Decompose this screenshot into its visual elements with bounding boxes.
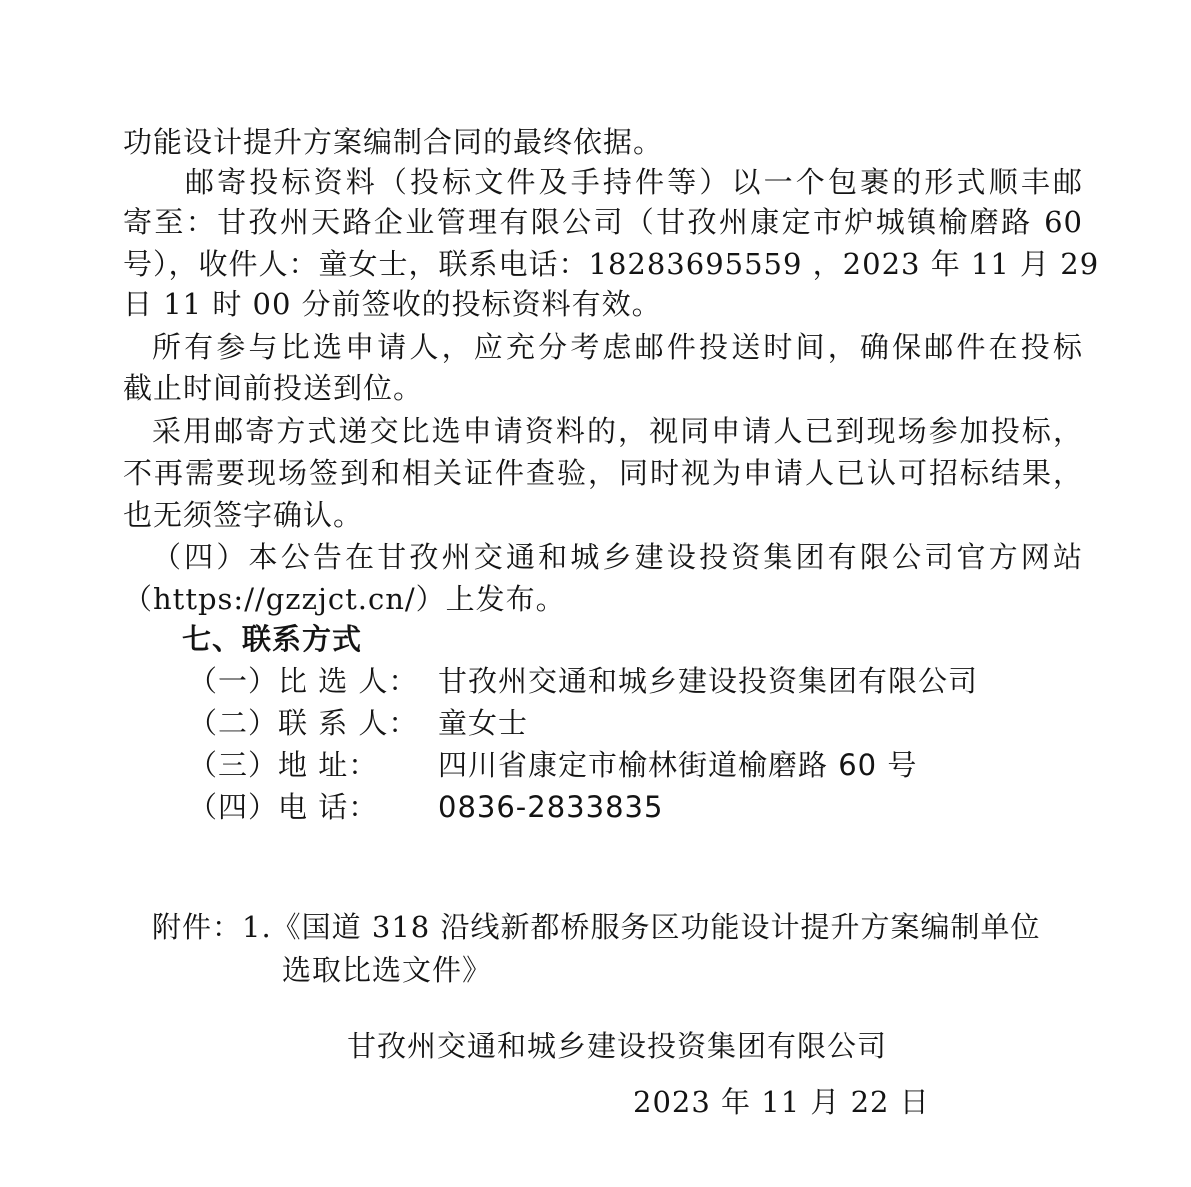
contact-row-address: [188, 744, 917, 786]
paragraph-line: （https://gzzjct.cn/）上发布。: [123, 582, 566, 616]
attachment-line: 附件：1.《国道 318 沿线新都桥服务区功能设计提升方案编制单位: [152, 910, 1041, 944]
paragraph-line: 寄至：甘孜州天路企业管理有限公司（甘孜州康定市炉城镇榆磨路 60: [123, 205, 1083, 239]
signature-org: 甘孜州交通和城乡建设投资集团有限公司: [347, 1029, 888, 1063]
paragraph-line: （四）本公告在甘孜州交通和城乡建设投资集团有限公司官方网站: [152, 540, 1083, 574]
contact-row-person: [188, 702, 528, 744]
contact-label: （二）联 系 人：: [188, 706, 419, 740]
contact-value: 甘孜州交通和城乡建设投资集团有限公司: [438, 664, 979, 698]
paragraph-line: 日 11 时 00 分前签收的投标资料有效。: [123, 287, 662, 321]
paragraph-line: 所有参与比选申请人，应充分考虑邮件投送时间，确保邮件在投标: [152, 330, 1083, 364]
contact-value: 四川省康定市榆林街道榆磨路 60 号: [438, 748, 918, 782]
signature-date: 2023 年 11 月 22 日: [633, 1085, 930, 1119]
contact-value: 0836-2833835: [438, 790, 664, 824]
contact-row-phone: [188, 786, 663, 828]
paragraph-line: 也无须签字确认。: [123, 498, 364, 532]
contact-value: 童女士: [438, 706, 529, 740]
paragraph-line: 号），收件人：童女士，联系电话：18283695559 ，2023 年 11 月 29: [123, 247, 1100, 281]
contact-label: （三）地 址：: [188, 748, 379, 782]
paragraph-line: 截止时间前投送到位。: [123, 371, 424, 405]
paragraph-line: 采用邮寄方式递交比选申请资料的，视同申请人已到现场参加投标，: [152, 414, 1083, 448]
section-heading: 七、联系方式: [182, 622, 363, 656]
paragraph-line: 邮寄投标资料（投标文件及手持件等）以一个包裹的形式顺丰邮: [185, 165, 1083, 199]
attachment-line: 选取比选文件》: [282, 953, 493, 987]
contact-label: （一）比 选 人：: [188, 664, 419, 698]
paragraph-line: 不再需要现场签到和相关证件查验，同时视为申请人已认可招标结果，: [123, 456, 1083, 490]
contact-label: （四）电 话：: [188, 790, 379, 824]
contact-row-bidder: [188, 660, 978, 702]
paragraph-line: 功能设计提升方案编制合同的最终依据。: [123, 125, 664, 159]
